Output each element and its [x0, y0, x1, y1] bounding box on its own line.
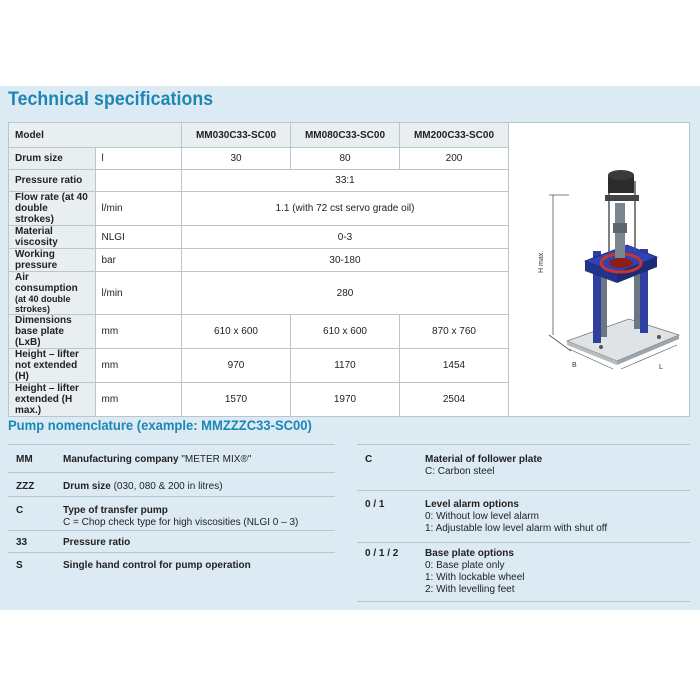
row-unit: l/min	[95, 192, 182, 226]
row-label: Dimensions base plate (LxB)	[9, 315, 96, 349]
nomenclature-option: 0: Base plate only	[425, 560, 505, 571]
nomenclature-right-list	[357, 444, 690, 604]
base-dimension-label: B	[572, 362, 577, 369]
model-2-header: MM080C33-SC00	[291, 123, 400, 148]
list-item	[357, 444, 690, 485]
list-item	[8, 444, 335, 467]
cell-value: 200	[400, 148, 509, 170]
nomenclature-code: S	[16, 560, 23, 571]
list-item	[8, 496, 335, 531]
nomenclature-title: Base plate options	[425, 548, 514, 559]
row-label-cell	[9, 272, 96, 315]
nomenclature-code: C	[16, 505, 24, 516]
nomenclature-suffix: (030, 080 & 200 in litres)	[110, 481, 223, 492]
model-1-header: MM030C33-SC00	[182, 123, 291, 148]
list-item	[8, 552, 335, 575]
cell-value: 1.1 (with 72 cst servo grade oil)	[182, 192, 509, 226]
nomenclature-option: C: Carbon steel	[425, 466, 495, 477]
nomenclature-code: 0 / 1	[365, 499, 385, 510]
row-unit	[95, 170, 182, 192]
row-unit: mm	[95, 349, 182, 383]
cell-value: 2504	[400, 383, 509, 417]
nomenclature-desc	[425, 548, 525, 596]
nomenclature-title: Type of transfer pump	[63, 505, 168, 516]
nomenclature-desc	[63, 505, 298, 529]
machine-figure-cell	[509, 123, 690, 417]
list-item	[357, 542, 690, 601]
nomenclature-detail: C = Chop check type for high viscosities (NLGI 0 – 3)	[63, 517, 299, 528]
cell-value: 33:1	[182, 170, 509, 192]
nomenclature-option: 1: Adjustable low level alarm with shut off	[425, 523, 608, 534]
cell-value: 1454	[400, 349, 509, 383]
nomenclature-code: C	[365, 454, 373, 465]
nomenclature-desc	[63, 560, 251, 572]
row-label: Working pressure	[9, 249, 96, 272]
nomenclature-option: 2: With levelling feet	[425, 584, 515, 595]
nomenclature-desc	[425, 454, 542, 478]
nomenclature-suffix: "METER MIX®"	[178, 454, 252, 465]
cell-value: 610 x 600	[291, 315, 400, 349]
divider	[357, 601, 690, 602]
nomenclature-code: ZZZ	[16, 481, 35, 492]
nomenclature-heading: Pump nomenclature (example: MMZZZC33-SC00)	[8, 417, 312, 433]
cell-value: 1170	[291, 349, 400, 383]
row-unit: NLGI	[95, 226, 182, 249]
row-unit: bar	[95, 249, 182, 272]
nomenclature-title: Single hand control for pump operation	[63, 560, 251, 571]
nomenclature-option: 0: Without low level alarm	[425, 511, 539, 522]
model-3-header: MM200C33-SC00	[400, 123, 509, 148]
row-unit: l	[95, 148, 182, 170]
length-dimension-label: L	[659, 364, 663, 371]
row-label: Drum size	[9, 148, 96, 170]
list-item	[8, 530, 335, 553]
cell-value: 280	[182, 272, 509, 315]
nomenclature-code: 33	[16, 537, 28, 548]
nomenclature-title: Pressure ratio	[63, 537, 131, 548]
list-item	[8, 472, 335, 495]
nomenclature-left-list	[8, 444, 335, 576]
row-label: Height – lifter extended (H max.)	[9, 383, 96, 417]
cell-value: 870 x 760	[400, 315, 509, 349]
row-label: Flow rate (at 40 double strokes)	[9, 192, 96, 226]
drum-lifter-image	[509, 123, 697, 403]
nomenclature-desc	[63, 481, 223, 493]
table-header-row	[9, 123, 690, 148]
row-label: Air consumption	[15, 272, 78, 294]
cell-value: 970	[182, 349, 291, 383]
cell-value: 30	[182, 148, 291, 170]
row-label: Pressure ratio	[9, 170, 96, 192]
cell-value: 30-180	[182, 249, 509, 272]
row-sublabel: (at 40 double strokes)	[15, 294, 71, 314]
model-header: Model	[9, 123, 182, 148]
cell-value: 610 x 600	[182, 315, 291, 349]
cell-value: 0-3	[182, 226, 509, 249]
list-item	[357, 490, 690, 539]
nomenclature-desc	[425, 499, 607, 535]
nomenclature-desc	[63, 537, 130, 549]
nomenclature-title: Level alarm options	[425, 499, 519, 510]
height-dimension-label: H max.	[538, 250, 545, 273]
row-unit: mm	[95, 315, 182, 349]
cell-value: 80	[291, 148, 400, 170]
nomenclature-code: MM	[16, 454, 33, 465]
row-unit: mm	[95, 383, 182, 417]
spec-table	[8, 122, 690, 417]
cell-value: 1570	[182, 383, 291, 417]
row-unit: l/min	[95, 272, 182, 315]
nomenclature-title: Manufacturing company	[63, 454, 179, 465]
page-title: Technical specifications	[8, 89, 214, 110]
nomenclature-option: 1: With lockable wheel	[425, 572, 525, 583]
row-label: Height – lifter not extended (H)	[9, 349, 96, 383]
nomenclature-desc	[63, 454, 251, 466]
nomenclature-title: Material of follower plate	[425, 454, 543, 465]
cell-value: 1970	[291, 383, 400, 417]
nomenclature-title: Drum size	[63, 481, 111, 492]
row-label: Material viscosity	[9, 226, 96, 249]
nomenclature-code: 0 / 1 / 2	[365, 548, 399, 559]
